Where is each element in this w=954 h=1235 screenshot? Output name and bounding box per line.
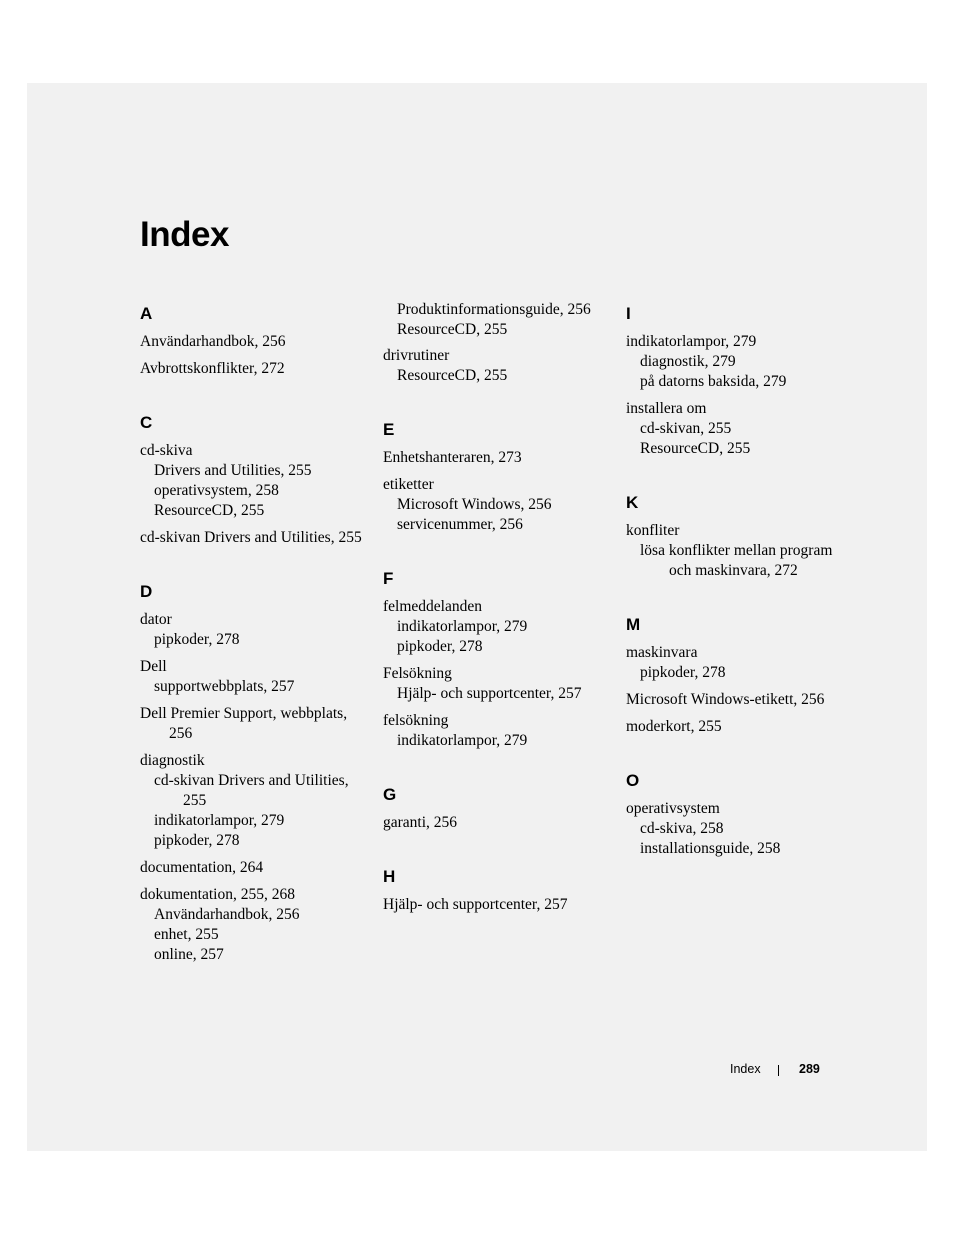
index-letter-heading: C — [140, 413, 153, 432]
index-column-2 — [383, 300, 615, 949]
index-entry — [626, 690, 856, 710]
index-entry-continued — [383, 300, 615, 340]
index-subentry: indikatorlampor, 279 — [397, 732, 528, 749]
index-subentries — [383, 617, 615, 657]
index-column-3 — [626, 300, 856, 893]
index-entry — [140, 359, 372, 379]
index-subentry: ResourceCD, 255 — [397, 367, 508, 384]
index-subentry: pipkoder, 278 — [397, 638, 483, 655]
index-subentry: Hjälp- och supportcenter, 257 — [397, 685, 582, 702]
index-subentry: installationsguide, 258 — [640, 840, 781, 857]
index-entry — [140, 610, 372, 650]
index-letter-heading: I — [626, 304, 631, 323]
index-subentry: Produktinformationsguide, 256 — [397, 301, 591, 318]
index-entry — [140, 441, 372, 521]
index-term: Microsoft Windows-etikett, 256 — [626, 691, 825, 708]
index-subentry: Drivers and Utilities, 255 — [154, 462, 312, 479]
index-subentries — [626, 663, 856, 683]
index-term: operativsystem — [626, 800, 720, 817]
index-term: dator — [140, 611, 172, 628]
index-entry — [140, 858, 372, 878]
index-subentry: cd-skiva, 258 — [640, 820, 724, 837]
index-letter-heading: M — [626, 615, 641, 634]
index-section — [626, 493, 856, 581]
index-subentry: supportwebbplats, 257 — [154, 678, 295, 695]
index-letter-heading: H — [383, 867, 396, 886]
index-entry — [383, 664, 615, 704]
index-subentries — [140, 677, 372, 697]
index-subentry: pipkoder, 278 — [154, 631, 240, 648]
index-section — [140, 304, 372, 379]
index-subentry: enhet, 255 — [154, 926, 219, 943]
index-entry — [626, 399, 856, 459]
index-section — [383, 867, 615, 915]
index-term: Användarhandbok, 256 — [140, 333, 286, 350]
index-subentries — [383, 495, 615, 535]
index-entry — [140, 751, 372, 851]
index-subentries — [626, 819, 856, 859]
index-letter-heading: E — [383, 420, 395, 439]
index-section — [626, 771, 856, 859]
index-subentry: på datorns baksida, 279 — [640, 373, 787, 390]
index-entry — [626, 643, 856, 683]
index-subentry: indikatorlampor, 279 — [397, 618, 528, 635]
index-entry — [140, 657, 372, 697]
footer-section-label: Index — [730, 1062, 761, 1076]
index-entry — [383, 813, 615, 833]
index-entry — [140, 704, 372, 744]
index-letter-heading: K — [626, 493, 639, 512]
index-term: felsökning — [383, 712, 449, 729]
index-entry — [383, 597, 615, 657]
index-term: documentation, 264 — [140, 859, 264, 876]
index-subentry: cd-skivan Drivers and Utilities, 255 — [154, 772, 349, 809]
index-subentries — [140, 461, 372, 521]
index-section — [383, 346, 615, 386]
index-section — [383, 785, 615, 833]
index-subentry: ResourceCD, 255 — [154, 502, 265, 519]
index-term: diagnostik — [140, 752, 205, 769]
index-term: cd-skivan Drivers and Utilities, 255 — [140, 529, 362, 546]
index-entry — [626, 799, 856, 859]
index-subentry: lösa konflikter mellan program och maskinvara, 272 — [640, 542, 833, 579]
index-subentries — [383, 731, 615, 751]
index-term: moderkort, 255 — [626, 718, 722, 735]
index-column-1 — [140, 300, 372, 999]
page-title: Index — [140, 215, 229, 254]
page-number: 289 — [799, 1062, 820, 1076]
index-section — [383, 569, 615, 751]
index-term: garanti, 256 — [383, 814, 458, 831]
index-entry — [626, 521, 856, 581]
index-term: dokumentation, 255, 268 — [140, 886, 295, 903]
index-subentry: operativsystem, 258 — [154, 482, 279, 499]
index-letter-heading: G — [383, 785, 397, 804]
index-letter-heading: F — [383, 569, 394, 588]
index-entry — [383, 475, 615, 535]
index-subentries — [626, 352, 856, 392]
index-subentry: Microsoft Windows, 256 — [397, 496, 552, 513]
index-entry — [383, 346, 615, 386]
index-entry — [140, 528, 372, 548]
index-section — [626, 304, 856, 459]
footer-divider — [778, 1065, 779, 1076]
index-section — [140, 582, 372, 965]
index-section — [626, 615, 856, 737]
index-term: Dell — [140, 658, 167, 675]
index-letter-heading: O — [626, 771, 640, 790]
index-subentries — [383, 684, 615, 704]
index-term: installera om — [626, 400, 707, 417]
index-term: Hjälp- och supportcenter, 257 — [383, 896, 568, 913]
index-subentries — [626, 419, 856, 459]
index-subentry: online, 257 — [154, 946, 224, 963]
index-subentry: indikatorlampor, 279 — [154, 812, 285, 829]
index-letter-heading: A — [140, 304, 153, 323]
index-subentries — [626, 541, 856, 581]
index-entry — [383, 711, 615, 751]
index-subentry: cd-skivan, 255 — [640, 420, 732, 437]
page-footer — [720, 1061, 822, 1079]
index-entry — [140, 885, 372, 965]
index-term: drivrutiner — [383, 347, 450, 364]
index-subentry: pipkoder, 278 — [154, 832, 240, 849]
index-term: maskinvara — [626, 644, 698, 661]
index-subentry: Användarhandbok, 256 — [154, 906, 300, 923]
index-subentries — [383, 366, 615, 386]
index-term: Enhetshanteraren, 273 — [383, 449, 522, 466]
index-entry — [383, 448, 615, 468]
index-entry — [383, 895, 615, 915]
index-term: Felsökning — [383, 665, 452, 682]
index-section — [383, 420, 615, 535]
index-term: cd-skiva — [140, 442, 193, 459]
index-entry — [626, 717, 856, 737]
index-term: indikatorlampor, 279 — [626, 333, 757, 350]
index-subentry: ResourceCD, 255 — [397, 321, 508, 338]
index-subentry: ResourceCD, 255 — [640, 440, 751, 457]
index-term: etiketter — [383, 476, 434, 493]
index-subentries — [140, 771, 372, 851]
index-section — [140, 413, 372, 548]
index-term: Dell Premier Support, webbplats, 256 — [140, 705, 348, 742]
index-term: konfliter — [626, 522, 680, 539]
index-entry — [140, 332, 372, 352]
index-letter-heading: D — [140, 582, 153, 601]
index-subentry: servicenummer, 256 — [397, 516, 523, 533]
index-entry — [626, 332, 856, 392]
index-subentries — [140, 630, 372, 650]
index-term: felmeddelanden — [383, 598, 482, 615]
index-subentries — [140, 905, 372, 965]
index-term: Avbrottskonflikter, 272 — [140, 360, 285, 377]
index-subentry: pipkoder, 278 — [640, 664, 726, 681]
index-subentry: diagnostik, 279 — [640, 353, 736, 370]
